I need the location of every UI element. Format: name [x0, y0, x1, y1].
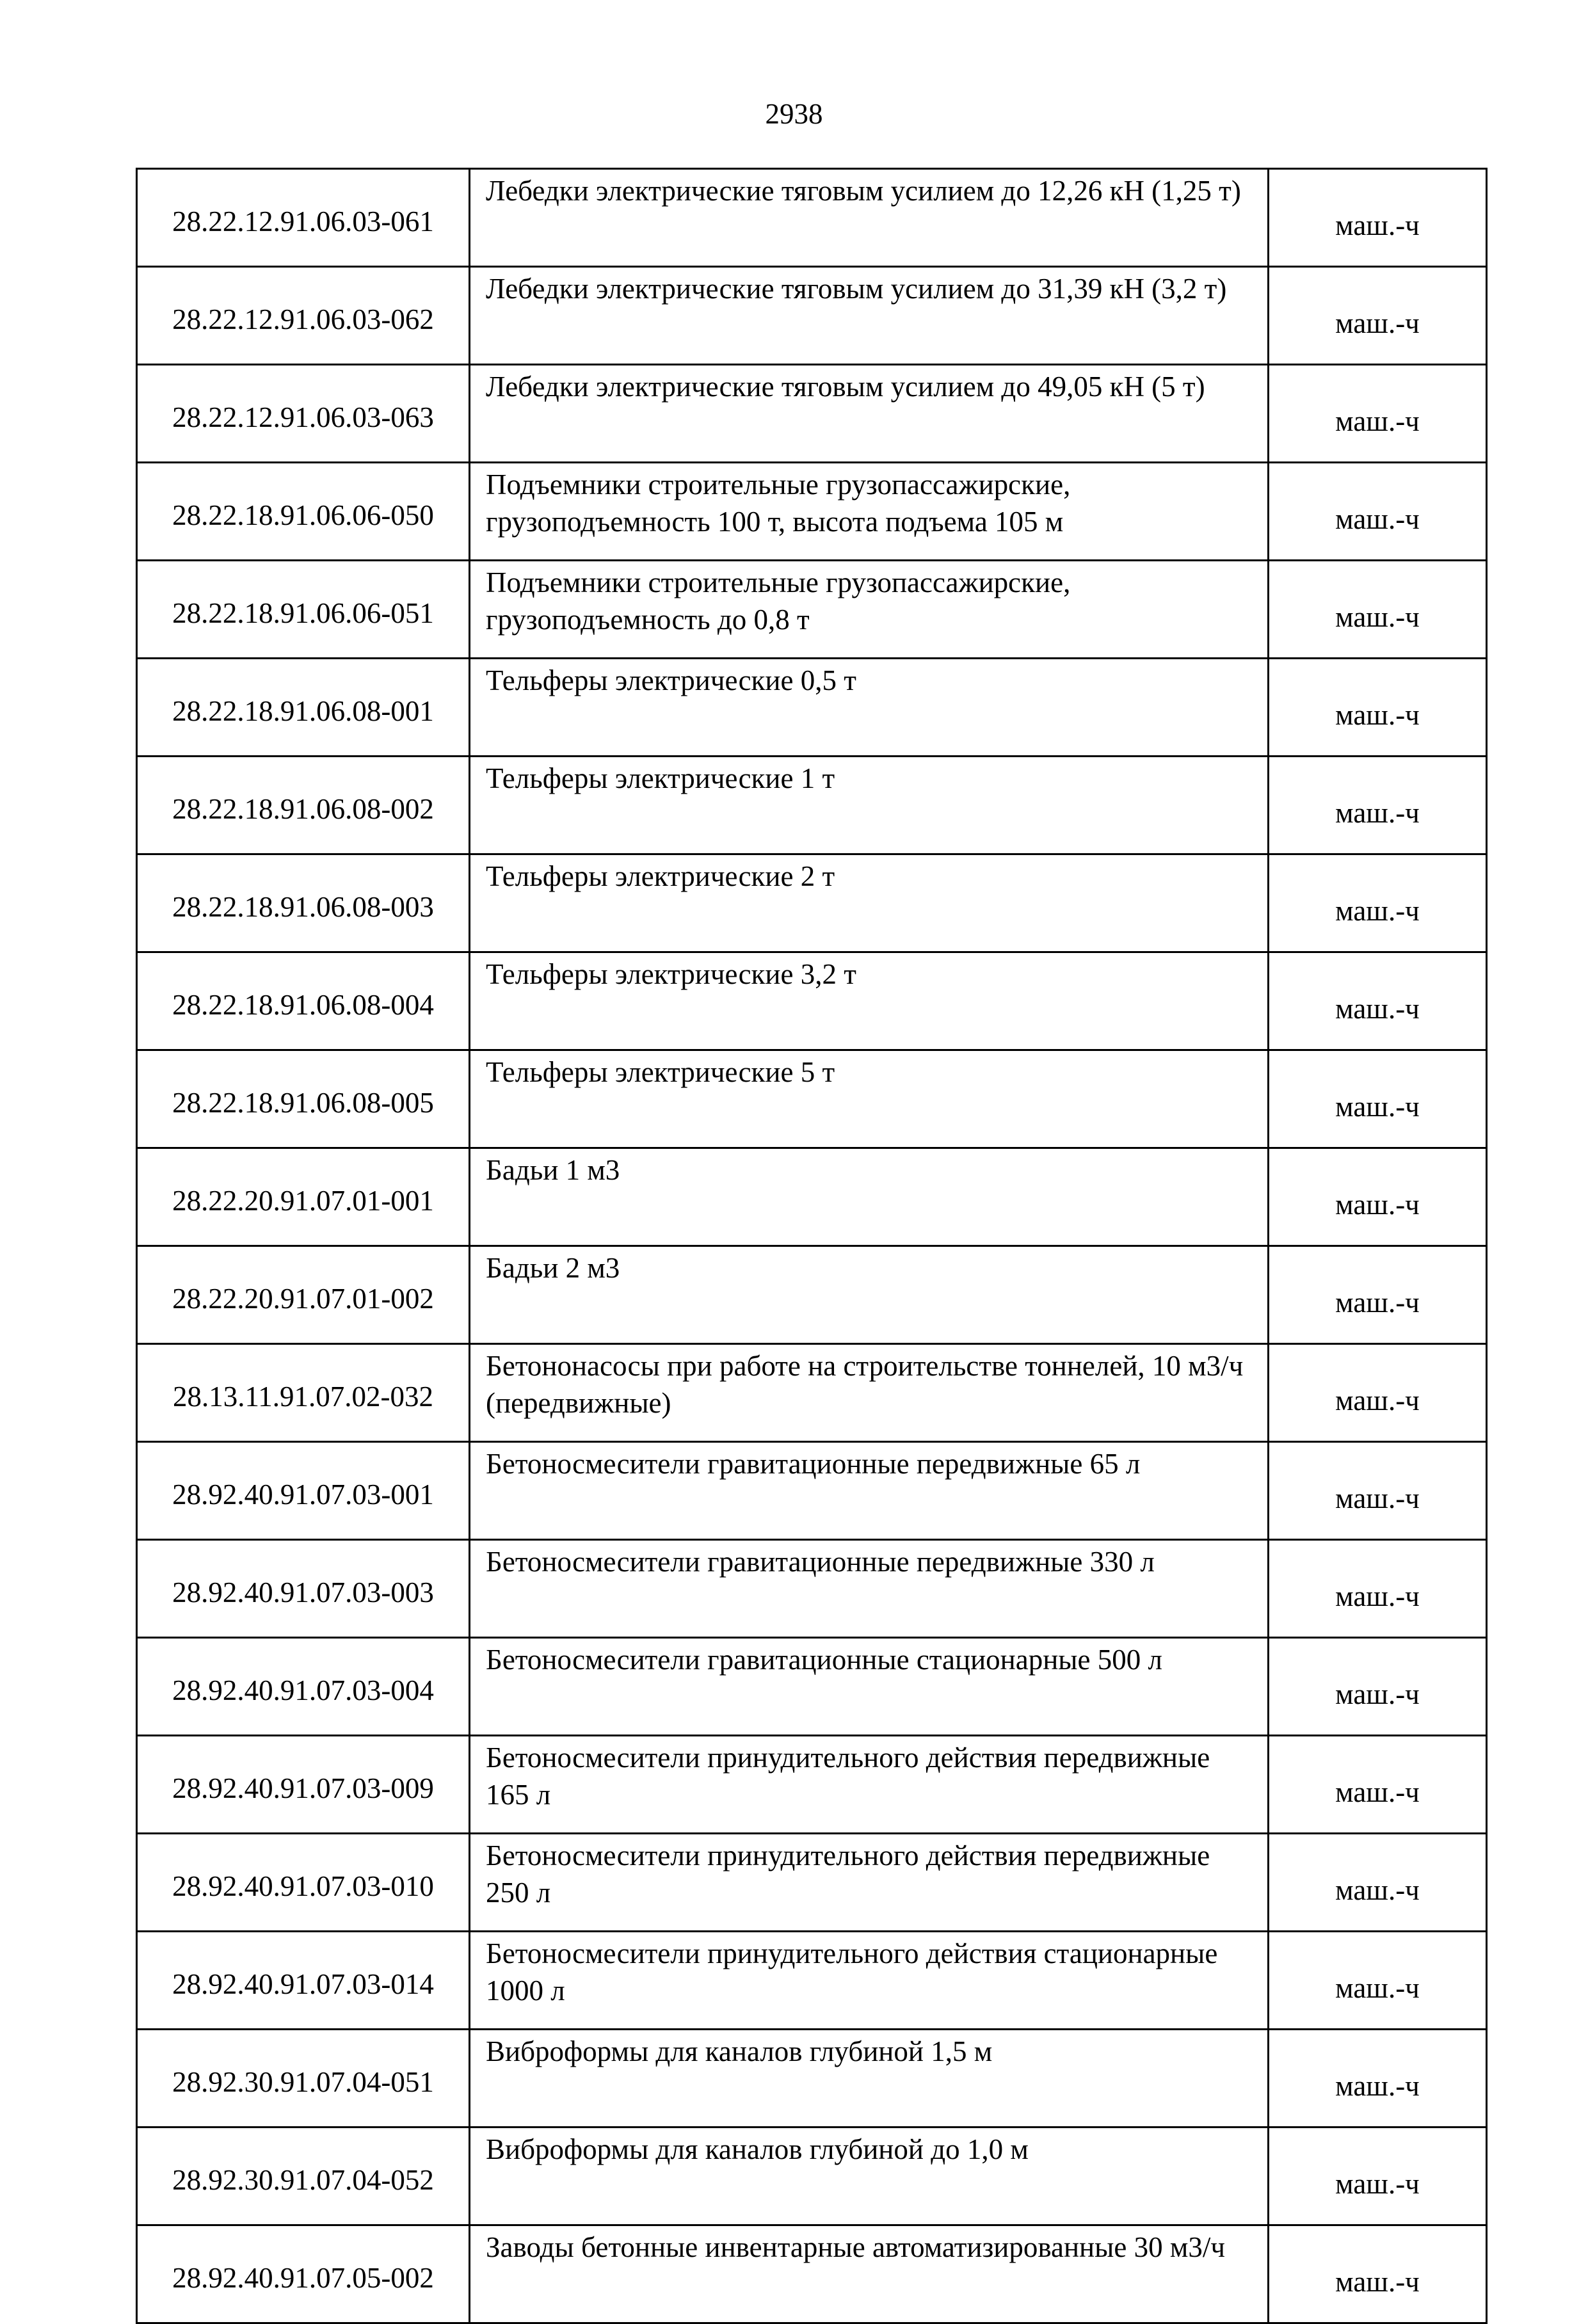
resource-code: 28.92.40.91.07.03-014 [137, 1932, 470, 2030]
resource-unit: маш.-ч [1269, 2128, 1487, 2225]
resource-code: 28.22.20.91.07.01-002 [137, 1246, 470, 1344]
resource-code: 28.22.18.91.06.08-002 [137, 757, 470, 854]
resource-code: 28.13.11.91.07.02-032 [137, 1344, 470, 1442]
resource-unit: маш.-ч [1269, 365, 1487, 463]
resource-code: 28.22.12.91.06.03-062 [137, 267, 470, 365]
table-row [137, 1638, 1487, 1736]
resource-name: Лебедки электрические тяговым усилием до 49,05 кН (5 т) [470, 365, 1269, 463]
table-row [137, 1148, 1487, 1246]
resource-code: 28.92.40.91.07.05-002 [137, 2225, 470, 2323]
page-number: 2938 [765, 98, 823, 130]
table-row [137, 952, 1487, 1050]
resource-code: 28.92.40.91.07.03-001 [137, 1442, 470, 1540]
table-row [137, 1442, 1487, 1540]
table-row [137, 2030, 1487, 2128]
resource-unit: маш.-ч [1269, 1736, 1487, 1834]
table-row [137, 1344, 1487, 1442]
table-row [137, 1246, 1487, 1344]
resource-unit: маш.-ч [1269, 1442, 1487, 1540]
table-row [137, 169, 1487, 267]
table-row [137, 1834, 1487, 1932]
resource-table [136, 168, 1488, 2324]
resource-name: Тельферы электрические 3,2 т [470, 952, 1269, 1050]
resource-name: Подъемники строительные грузопассажирские, грузоподъемность до 0,8 т [470, 561, 1269, 659]
resource-name: Виброформы для каналов глубиной 1,5 м [470, 2030, 1269, 2128]
resource-code: 28.22.12.91.06.03-063 [137, 365, 470, 463]
resource-name: Лебедки электрические тяговым усилием до 12,26 кН (1,25 т) [470, 169, 1269, 267]
table-row [137, 1050, 1487, 1148]
resource-code: 28.22.20.91.07.01-001 [137, 1148, 470, 1246]
resource-code: 28.22.18.91.06.08-001 [137, 659, 470, 757]
table-row [137, 463, 1487, 561]
resource-code: 28.22.18.91.06.06-050 [137, 463, 470, 561]
resource-code: 28.92.30.91.07.04-051 [137, 2030, 470, 2128]
resource-unit: маш.-ч [1269, 2225, 1487, 2323]
resource-name: Тельферы электрические 5 т [470, 1050, 1269, 1148]
table-row [137, 1736, 1487, 1834]
resource-code: 28.22.12.91.06.03-061 [137, 169, 470, 267]
resource-name: Бетоносмесители гравитационные стационарные 500 л [470, 1638, 1269, 1736]
resource-code: 28.92.40.91.07.03-003 [137, 1540, 470, 1638]
resource-name: Бетоносмесители принудительного действия передвижные 250 л [470, 1834, 1269, 1932]
table-row [137, 854, 1487, 952]
resource-unit: маш.-ч [1269, 463, 1487, 561]
resource-unit: маш.-ч [1269, 1148, 1487, 1246]
resource-unit: маш.-ч [1269, 169, 1487, 267]
resource-name: Бетоносмесители гравитационные передвижные 330 л [470, 1540, 1269, 1638]
resource-unit: маш.-ч [1269, 757, 1487, 854]
resource-name: Бетоносмесители принудительного действия передвижные 165 л [470, 1736, 1269, 1834]
table-row [137, 267, 1487, 365]
resource-name: Бетононасосы при работе на строительстве тоннелей, 10 м3/ч (передвижные) [470, 1344, 1269, 1442]
resource-unit: маш.-ч [1269, 659, 1487, 757]
resource-code: 28.22.18.91.06.06-051 [137, 561, 470, 659]
resource-unit: маш.-ч [1269, 1344, 1487, 1442]
resource-unit: маш.-ч [1269, 267, 1487, 365]
resource-name: Бетоносмесители принудительного действия стационарные 1000 л [470, 1932, 1269, 2030]
resource-code: 28.92.40.91.07.03-004 [137, 1638, 470, 1736]
table-row [137, 365, 1487, 463]
resource-unit: маш.-ч [1269, 1834, 1487, 1932]
resource-name: Подъемники строительные грузопассажирские, грузоподъемность 100 т, высота подъема 105 м [470, 463, 1269, 561]
resource-unit: маш.-ч [1269, 1638, 1487, 1736]
resource-code: 28.22.18.91.06.08-005 [137, 1050, 470, 1148]
resource-name: Лебедки электрические тяговым усилием до 31,39 кН (3,2 т) [470, 267, 1269, 365]
table-row [137, 2225, 1487, 2323]
resource-unit: маш.-ч [1269, 1932, 1487, 2030]
resource-unit: маш.-ч [1269, 1540, 1487, 1638]
resource-unit: маш.-ч [1269, 1246, 1487, 1344]
resource-code: 28.22.18.91.06.08-003 [137, 854, 470, 952]
resource-name: Виброформы для каналов глубиной до 1,0 м [470, 2128, 1269, 2225]
table-row [137, 561, 1487, 659]
resource-name: Заводы бетонные инвентарные автоматизированные 30 м3/ч [470, 2225, 1269, 2323]
resource-unit: маш.-ч [1269, 561, 1487, 659]
resource-name: Тельферы электрические 0,5 т [470, 659, 1269, 757]
resource-code: 28.92.40.91.07.03-010 [137, 1834, 470, 1932]
resource-code: 28.22.18.91.06.08-004 [137, 952, 470, 1050]
resource-name: Тельферы электрические 1 т [470, 757, 1269, 854]
resource-unit: маш.-ч [1269, 1050, 1487, 1148]
resource-name: Тельферы электрические 2 т [470, 854, 1269, 952]
resource-code: 28.92.30.91.07.04-052 [137, 2128, 470, 2225]
table-row [137, 1540, 1487, 1638]
resource-unit: маш.-ч [1269, 2030, 1487, 2128]
resource-name: Бадьи 2 м3 [470, 1246, 1269, 1344]
resource-code: 28.92.40.91.07.03-009 [137, 1736, 470, 1834]
resource-name: Бадьи 1 м3 [470, 1148, 1269, 1246]
table-row [137, 659, 1487, 757]
resource-unit: маш.-ч [1269, 952, 1487, 1050]
table-row [137, 757, 1487, 854]
resource-name: Бетоносмесители гравитационные передвижные 65 л [470, 1442, 1269, 1540]
table-row [137, 1932, 1487, 2030]
table-row [137, 2128, 1487, 2225]
resource-unit: маш.-ч [1269, 854, 1487, 952]
